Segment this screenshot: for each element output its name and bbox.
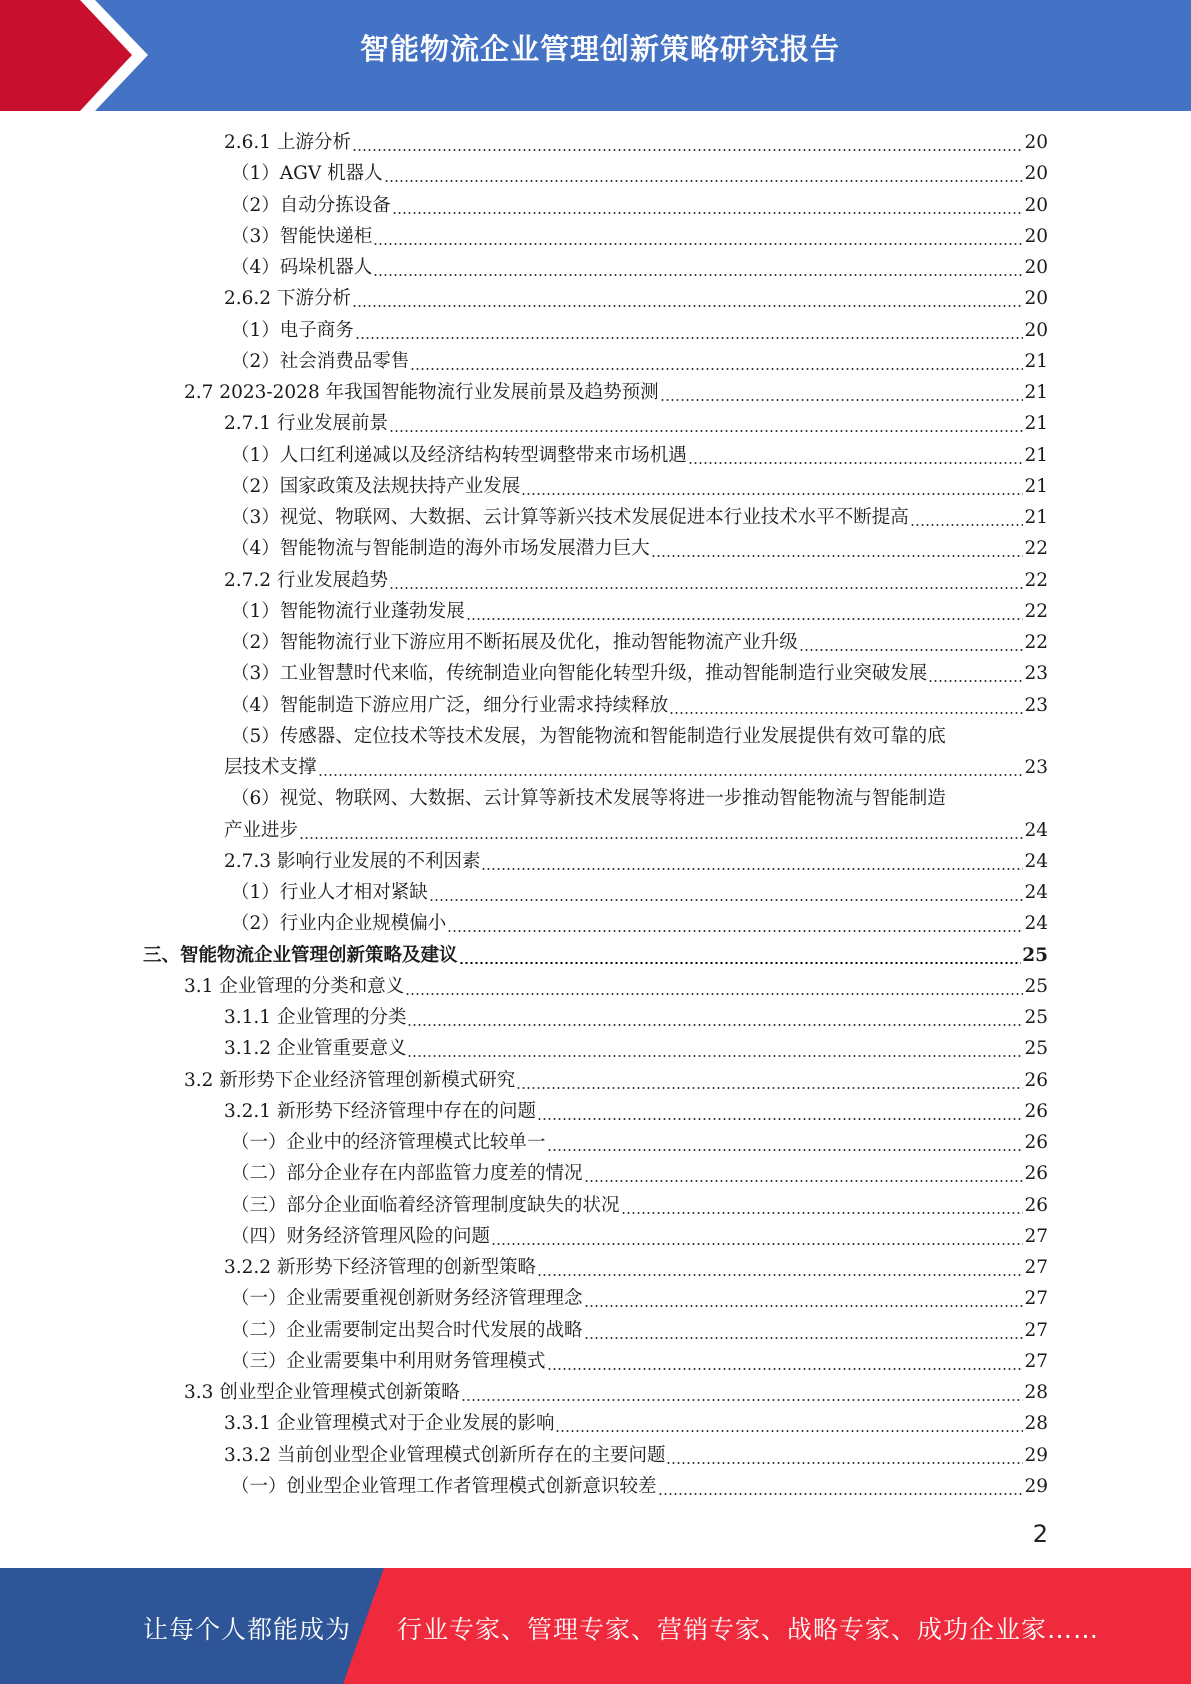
toc-entry-page: 26 bbox=[1024, 1069, 1048, 1091]
toc-entry[interactable] bbox=[231, 1283, 1048, 1314]
toc-dot-leader bbox=[447, 930, 1023, 932]
toc-dot-leader bbox=[373, 274, 1023, 276]
toc-entry-title: 3.2 新形势下企业经济管理创新模式研究 bbox=[184, 1069, 516, 1091]
toc-entry-page: 29 bbox=[1024, 1444, 1048, 1466]
toc-entry[interactable] bbox=[231, 158, 1048, 189]
toc-dot-leader bbox=[928, 680, 1023, 682]
toc-entry-page: 21 bbox=[1024, 382, 1048, 403]
toc-dot-leader bbox=[352, 149, 1024, 151]
toc-dot-leader bbox=[481, 868, 1023, 870]
toc-entry-title: 2.7.3 影响行业发展的不利因素 bbox=[224, 850, 481, 872]
toc-entry-page: 21 bbox=[1024, 507, 1048, 528]
toc-dot-leader bbox=[660, 399, 1024, 401]
toc-entry[interactable] bbox=[224, 752, 1048, 783]
toc-entry-title: 3.1.2 企业管重要意义 bbox=[224, 1038, 407, 1060]
toc-entry-page: 24 bbox=[1024, 913, 1048, 935]
toc-entry-page: 27 bbox=[1024, 1257, 1048, 1278]
toc-dot-leader bbox=[537, 1118, 1023, 1120]
toc-dot-leader bbox=[669, 712, 1023, 714]
toc-entry-title: （5）传感器、定位技术等技术发展，为智能物流和智能制造行业发展提供有效可靠的底 bbox=[231, 725, 946, 747]
toc-dot-leader bbox=[373, 243, 1023, 245]
toc-dot-leader bbox=[537, 1274, 1023, 1276]
toc-entry-page: 26 bbox=[1024, 1132, 1048, 1153]
toc-entry-page: 22 bbox=[1024, 538, 1048, 560]
toc-entry-page: 20 bbox=[1024, 132, 1048, 153]
toc-entry-page: 28 bbox=[1024, 1413, 1048, 1435]
toc-entry-page: 24 bbox=[1024, 850, 1048, 872]
toc-entry[interactable] bbox=[231, 596, 1048, 627]
toc-dot-leader bbox=[584, 1305, 1024, 1307]
toc-dot-leader bbox=[389, 587, 1023, 589]
toc-dot-leader bbox=[555, 1430, 1023, 1432]
toc-entry-title: （6）视觉、物联网、大数据、云计算等新技术发展等将进一步推动智能物流与智能制造 bbox=[231, 788, 946, 810]
toc-entry-title: （3）智能快递柜 bbox=[231, 225, 373, 247]
toc-dot-leader bbox=[584, 1180, 1024, 1182]
toc-entry-page: 27 bbox=[1024, 1288, 1048, 1310]
footer-slogan-right: 行业专家、管理专家、营销专家、战略专家、成功企业家…… bbox=[397, 1615, 1100, 1644]
toc-entry[interactable] bbox=[224, 1440, 1048, 1471]
toc-entry-title: （一）企业中的经济管理模式比较单一 bbox=[231, 1132, 546, 1153]
document-title: 智能物流企业管理创新策略研究报告 bbox=[360, 32, 841, 66]
toc-entry[interactable] bbox=[231, 721, 1048, 752]
toc-dot-leader bbox=[461, 1399, 1024, 1401]
toc-entry-page: 25 bbox=[1024, 1007, 1048, 1028]
toc-entry[interactable] bbox=[224, 1033, 1048, 1064]
toc-dot-leader bbox=[658, 1493, 1024, 1495]
toc-dot-leader bbox=[459, 962, 1022, 964]
toc-entry[interactable] bbox=[231, 1221, 1048, 1252]
toc-dot-leader bbox=[410, 368, 1023, 370]
toc-dot-leader bbox=[584, 1337, 1024, 1339]
toc-entry-page: 20 bbox=[1024, 194, 1048, 216]
toc-entry[interactable] bbox=[231, 346, 1048, 377]
toc-entry-title: （1）智能物流行业蓬勃发展 bbox=[231, 600, 465, 622]
toc-entry-page: 21 bbox=[1024, 350, 1048, 372]
toc-entry[interactable] bbox=[231, 502, 1048, 533]
toc-entry-page: 27 bbox=[1024, 1319, 1048, 1341]
toc-entry-page: 25 bbox=[1024, 975, 1048, 997]
toc-entry[interactable] bbox=[231, 908, 1048, 939]
toc-entry-title: （3）视觉、物联网、大数据、云计算等新兴技术发展促进本行业技术水平不断提高 bbox=[231, 507, 909, 528]
toc-entry[interactable] bbox=[231, 877, 1048, 908]
toc-entry-title: （1）人口红利递减以及经济结构转型调整带来市场机遇 bbox=[231, 444, 687, 466]
toc-entry-title: 2.6.2 下游分析 bbox=[224, 288, 351, 310]
toc-dot-leader bbox=[384, 180, 1024, 182]
toc-entry-title: （三）部分企业面临着经济管理制度缺失的状况 bbox=[231, 1194, 620, 1216]
toc-entry-page: 23 bbox=[1024, 694, 1048, 716]
toc-entry-title: （四）财务经济管理风险的问题 bbox=[231, 1225, 491, 1247]
toc-entry-page: 21 bbox=[1024, 413, 1048, 435]
toc-dot-leader bbox=[407, 1024, 1023, 1026]
toc-entry[interactable] bbox=[231, 690, 1048, 721]
toc-entry-page: 21 bbox=[1024, 444, 1048, 466]
toc-dot-leader bbox=[318, 774, 1024, 776]
toc-entry-page: 28 bbox=[1024, 1382, 1048, 1403]
toc-entry[interactable] bbox=[231, 440, 1048, 471]
header-chevron-decoration bbox=[0, 0, 160, 111]
toc-entry-title: 3.3.1 企业管理模式对于企业发展的影响 bbox=[224, 1413, 555, 1435]
toc-entry-title: 2.7.1 行业发展前景 bbox=[224, 413, 388, 435]
toc-entry-page: 25 bbox=[1024, 1038, 1048, 1060]
toc-entry-title: （三）企业需要集中利用财务管理模式 bbox=[231, 1350, 546, 1372]
toc-entry-page: 22 bbox=[1024, 600, 1048, 622]
toc-entry-page: 24 bbox=[1024, 819, 1048, 841]
toc-entry[interactable] bbox=[224, 1408, 1048, 1439]
toc-dot-leader bbox=[355, 337, 1024, 339]
toc-dot-leader bbox=[466, 618, 1024, 620]
page-header bbox=[0, 0, 1191, 111]
toc-dot-leader bbox=[299, 837, 1023, 839]
toc-entry[interactable] bbox=[184, 1377, 1048, 1408]
toc-entry[interactable] bbox=[224, 815, 1048, 846]
toc-entry-page: 26 bbox=[1024, 1163, 1048, 1185]
toc-entry[interactable] bbox=[231, 190, 1048, 221]
toc-entry-title: （2）国家政策及法规扶持产业发展 bbox=[231, 475, 521, 497]
toc-entry-title: （2）行业内企业规模偏小 bbox=[231, 913, 447, 935]
toc-entry-title: （2）智能物流行业下游应用不断拓展及优化，推动智能物流产业升级 bbox=[231, 632, 798, 653]
toc-dot-leader bbox=[407, 1055, 1023, 1057]
toc-entry-title: （4）智能物流与智能制造的海外市场发展潜力巨大 bbox=[231, 538, 650, 560]
toc-entry-title: 三、智能物流企业管理创新策略及建议 bbox=[143, 944, 458, 966]
toc-entry-title: 3.2.2 新形势下经济管理的创新型策略 bbox=[224, 1257, 536, 1278]
toc-dot-leader bbox=[389, 430, 1023, 432]
toc-entry[interactable] bbox=[224, 846, 1048, 877]
toc-entry[interactable] bbox=[224, 1002, 1048, 1033]
toc-entry-title: 2.6.1 上游分析 bbox=[224, 132, 351, 153]
toc-dot-leader bbox=[651, 555, 1024, 557]
toc-entry[interactable] bbox=[231, 315, 1048, 346]
toc-entry-page: 20 bbox=[1024, 257, 1048, 278]
toc-entry[interactable] bbox=[224, 565, 1048, 596]
toc-entry-page: 26 bbox=[1024, 1100, 1048, 1122]
toc-entry-title: 产业进步 bbox=[224, 819, 299, 841]
toc-entry-page: 23 bbox=[1024, 757, 1048, 778]
toc-entry-title: （一）企业需要重视创新财务经济管理理念 bbox=[231, 1288, 583, 1310]
toc-entry-page: 21 bbox=[1024, 475, 1048, 497]
toc-entry-page: 20 bbox=[1024, 319, 1048, 341]
toc-entry-title: 3.1 企业管理的分类和意义 bbox=[184, 975, 405, 997]
toc-entry[interactable] bbox=[231, 221, 1048, 252]
toc-entry-page: 29 bbox=[1024, 1475, 1048, 1497]
toc-entry[interactable] bbox=[184, 1065, 1048, 1096]
toc-entry[interactable] bbox=[184, 377, 1048, 408]
toc-dot-leader bbox=[621, 1212, 1024, 1214]
page-footer bbox=[0, 1568, 1191, 1684]
toc-entry-title: （二）部分企业存在内部监管力度差的情况 bbox=[231, 1163, 583, 1185]
toc-dot-leader bbox=[405, 993, 1023, 995]
toc-entry-page: 22 bbox=[1024, 569, 1048, 591]
toc-dot-leader bbox=[666, 1462, 1023, 1464]
toc-entry[interactable] bbox=[224, 1096, 1048, 1127]
toc-entry-title: （1）电子商务 bbox=[231, 319, 354, 341]
toc-entry-title: （1）AGV 机器人 bbox=[231, 163, 383, 185]
toc-entry[interactable] bbox=[231, 1127, 1048, 1158]
toc-entry[interactable] bbox=[231, 627, 1048, 658]
toc-entry-title: （一）创业型企业管理工作者管理模式创新意识较差 bbox=[231, 1475, 657, 1497]
toc-entry[interactable] bbox=[231, 533, 1048, 564]
toc-entry[interactable] bbox=[184, 971, 1048, 1002]
toc-entry-title: （3）工业智慧时代来临，传统制造业向智能化转型升级，推动智能制造行业突破发展 bbox=[231, 663, 928, 685]
toc-dot-leader bbox=[547, 1368, 1024, 1370]
toc-entry-page: 26 bbox=[1024, 1194, 1048, 1216]
toc-entry-title: （二）企业需要制定出契合时代发展的战略 bbox=[231, 1319, 583, 1341]
toc-entry-title: 3.3.2 当前创业型企业管理模式创新所存在的主要问题 bbox=[224, 1444, 666, 1466]
toc-dot-leader bbox=[392, 212, 1024, 214]
toc-dot-leader bbox=[910, 524, 1024, 526]
toc-entry-page: 20 bbox=[1024, 288, 1048, 310]
toc-entry-title: （1）行业人才相对紧缺 bbox=[231, 882, 428, 903]
toc-entry[interactable] bbox=[224, 283, 1048, 314]
toc-entry-title: （2）自动分拣设备 bbox=[231, 194, 391, 216]
toc-entry-page: 27 bbox=[1024, 1225, 1048, 1247]
toc-entry-title: 3.3 创业型企业管理模式创新策略 bbox=[184, 1382, 460, 1403]
toc-entry-title: 3.2.1 新形势下经济管理中存在的问题 bbox=[224, 1100, 536, 1122]
toc-dot-leader bbox=[547, 1149, 1024, 1151]
toc-dot-leader bbox=[521, 493, 1023, 495]
toc-entry-title: 2.7 2023-2028 年我国智能物流行业发展前景及趋势预测 bbox=[184, 382, 659, 403]
toc-entry-page: 25 bbox=[1022, 944, 1048, 966]
toc-entry-page: 27 bbox=[1024, 1350, 1048, 1372]
toc-entry-title: 层技术支撑 bbox=[224, 757, 317, 778]
toc-entry-title: 2.7.2 行业发展趋势 bbox=[224, 569, 388, 591]
toc-entry[interactable] bbox=[143, 940, 1048, 971]
toc-entry[interactable] bbox=[231, 1190, 1048, 1221]
toc-entry-page: 20 bbox=[1024, 163, 1048, 185]
toc-entry[interactable] bbox=[231, 1158, 1048, 1189]
toc-entry-title: （4）智能制造下游应用广泛，细分行业需求持续释放 bbox=[231, 694, 669, 716]
page-number: 2 bbox=[1032, 1520, 1048, 1548]
toc-entry[interactable] bbox=[231, 1315, 1048, 1346]
toc-entry-title: 3.1.1 企业管理的分类 bbox=[224, 1007, 407, 1028]
toc-dot-leader bbox=[516, 1087, 1023, 1089]
toc-entry[interactable] bbox=[231, 1346, 1048, 1377]
footer-slogan-left: 让每个人都能成为 bbox=[143, 1615, 352, 1644]
toc-entry[interactable] bbox=[231, 252, 1048, 283]
toc-entry-title: （4）码垛机器人 bbox=[231, 257, 373, 278]
toc-entry-title: （2）社会消费品零售 bbox=[231, 350, 410, 372]
toc-entry-page: 24 bbox=[1024, 882, 1048, 903]
toc-entry-page: 20 bbox=[1024, 225, 1048, 247]
toc-entry[interactable] bbox=[224, 408, 1048, 439]
toc-dot-leader bbox=[491, 1243, 1023, 1245]
toc-entry[interactable] bbox=[231, 471, 1048, 502]
toc-dot-leader bbox=[429, 899, 1024, 901]
toc-entry[interactable] bbox=[231, 783, 1048, 814]
toc-entry[interactable] bbox=[224, 1252, 1048, 1283]
toc-entry[interactable] bbox=[224, 127, 1048, 158]
toc-entry[interactable] bbox=[231, 658, 1048, 689]
toc-entry-page: 22 bbox=[1024, 632, 1048, 653]
toc-entry[interactable] bbox=[231, 1471, 1048, 1502]
toc-dot-leader bbox=[352, 305, 1024, 307]
toc-dot-leader bbox=[688, 462, 1024, 464]
toc-dot-leader bbox=[799, 649, 1024, 651]
toc-entry-page: 23 bbox=[1024, 663, 1048, 685]
